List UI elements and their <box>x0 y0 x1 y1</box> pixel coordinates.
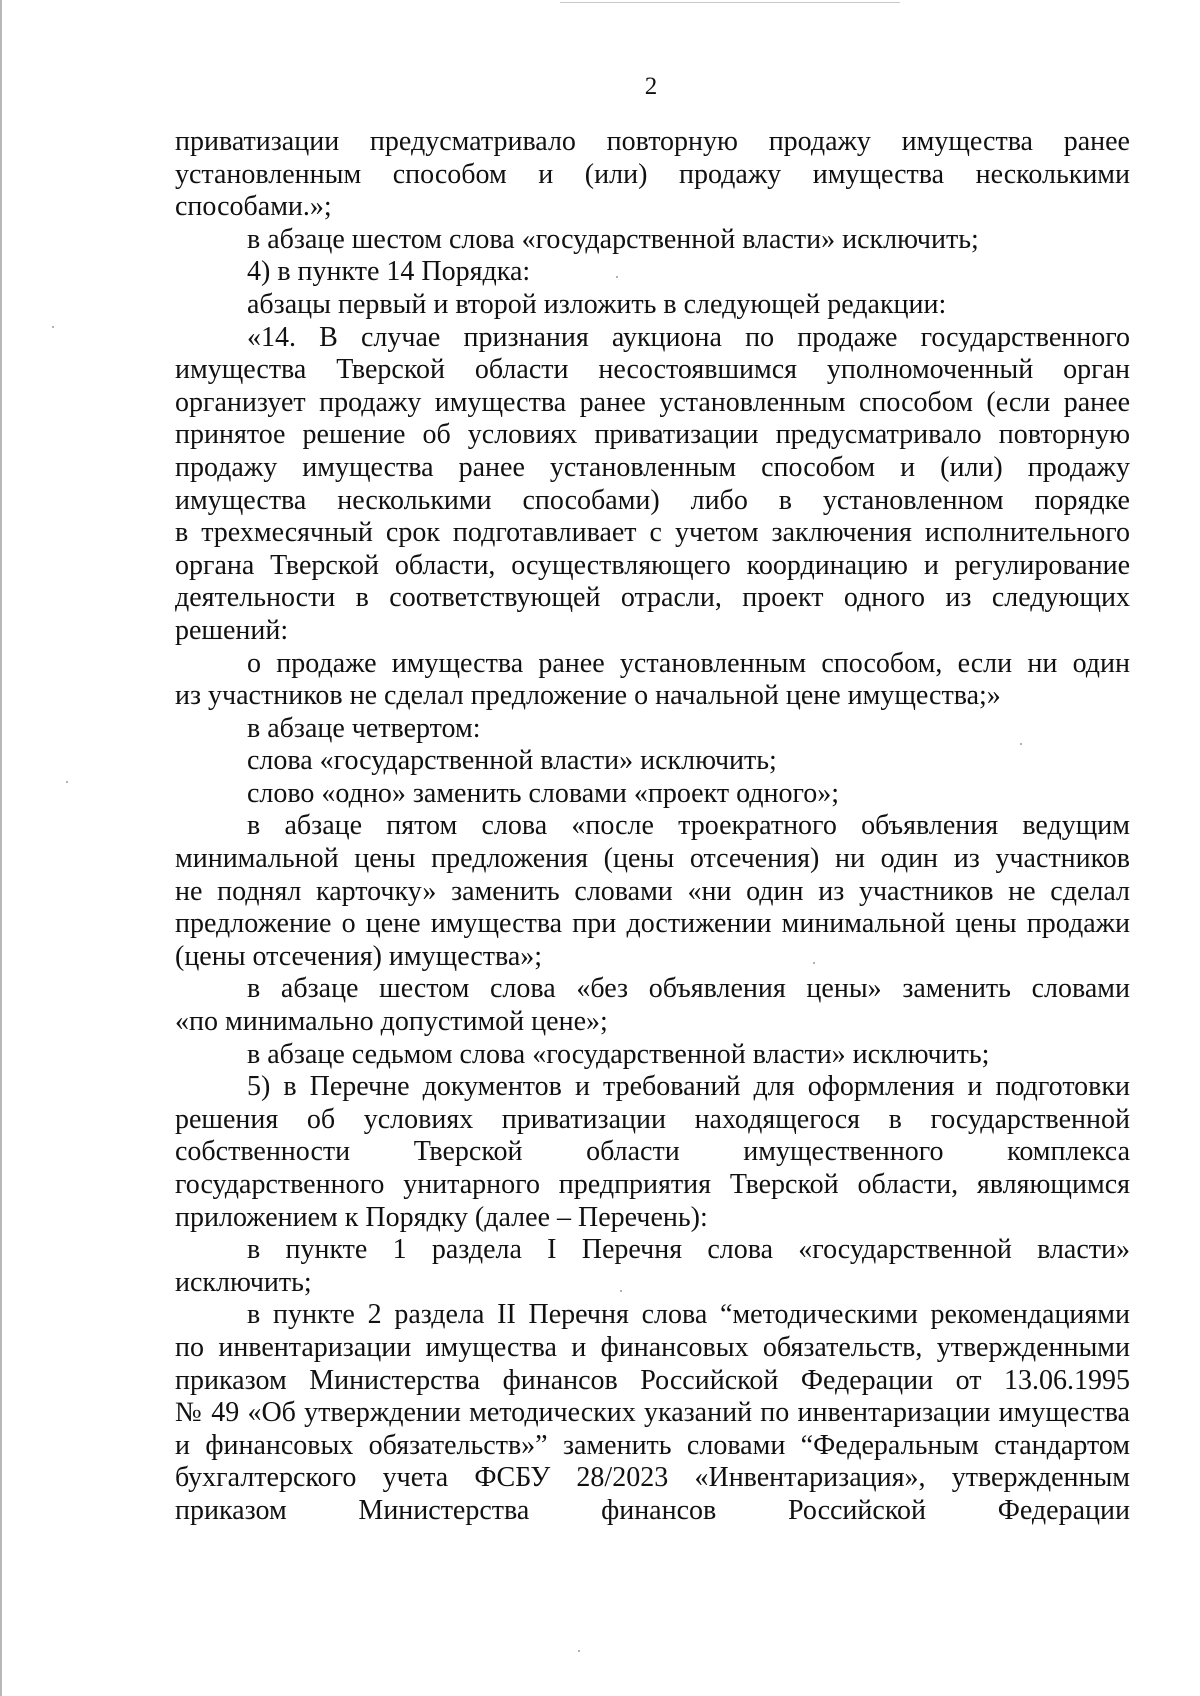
paragraph-line: в абзаце пятом слова «после троекратного объявления ведущим <box>247 810 1130 842</box>
paragraph-line: продажу имущества ранее установленным способом и (или) продажу <box>175 451 1130 483</box>
scan-speck <box>578 1650 580 1652</box>
paragraph-line: приказом Министерства финансов Российской Федерации от 13.06.1995 <box>175 1364 1130 1396</box>
paragraph-line: (цены отсечения) имущества»; <box>175 940 543 972</box>
paragraph-line: имущества Тверской области несостоявшимся уполномоченный орган <box>175 354 1130 386</box>
paragraph-line: приватизации предусматривало повторную продажу имущества ранее <box>175 126 1130 157</box>
paragraph-line: слово «одно» заменить словами «проект одного»; <box>247 777 840 809</box>
paragraph-line: минимальной цены предложения (цены отсечения) ни один из участников <box>175 843 1130 875</box>
paragraph-line: органа Тверской области, осуществляющего координацию и регулирование <box>175 549 1130 581</box>
paragraph-line: организует продажу имущества ранее установленным способом (если ранее <box>175 386 1130 418</box>
paragraph-line: установленным способом и (или) продажу имущества несколькими <box>175 158 1130 190</box>
paragraph-line: решения об условиях приватизации находящегося в государственной <box>175 1103 1130 1135</box>
paragraph-line: приказом Министерства финансов Российской Федерации <box>175 1494 1130 1526</box>
paragraph-line: собственности Тверской области имущественного комплекса <box>175 1136 1130 1168</box>
paragraph-line: абзацы первый и второй изложить в следующей редакции: <box>247 288 947 320</box>
scan-speck <box>620 1290 622 1292</box>
paragraph-line: слова «государственной власти» исключить; <box>247 745 777 777</box>
paragraph-line: приложением к Порядку (далее – Перечень): <box>175 1201 708 1233</box>
paragraph-line: в абзаце седьмом слова «государственной власти» исключить; <box>247 1038 990 1070</box>
paragraph-line: 4) в пункте 14 Порядка: <box>247 256 531 288</box>
scan-top-mark <box>560 2 900 3</box>
paragraph-line: решений: <box>175 614 289 646</box>
paragraph-line: не поднял карточку» заменить словами «ни один из участников не сделал <box>175 875 1130 907</box>
paragraph-line: в абзаце четвертом: <box>247 712 481 744</box>
paragraph-line: 5) в Перечне документов и требований для оформления и подготовки <box>247 1071 1130 1103</box>
paragraph-line: в абзаце шестом слова «государственной власти» исключить; <box>247 223 979 255</box>
paragraph-line: по инвентаризации имущества и финансовых обязательств, утвержденными <box>175 1331 1130 1363</box>
scan-speck <box>66 781 68 783</box>
paragraph-line: исключить; <box>175 1266 312 1298</box>
paragraph-line: в абзаце шестом слова «без объявления цены» заменить словами <box>247 973 1130 1005</box>
scan-speck <box>1020 743 1022 745</box>
paragraph-line: деятельности в соответствующей отрасли, проект одного из следующих <box>175 582 1130 614</box>
paragraph-line: бухгалтерского учета ФСБУ 28/2023 «Инвентаризация», утвержденным <box>175 1462 1130 1494</box>
scan-speck <box>813 962 815 964</box>
paragraph-line: в пункте 2 раздела II Перечня слова “методическими рекомендациями <box>247 1299 1130 1331</box>
document-body <box>175 126 1130 1528</box>
paragraph-line: принятое решение об условиях приватизации предусматривало повторную <box>175 419 1130 451</box>
paragraph-line: способами.»; <box>175 191 332 223</box>
paragraph-line: о продаже имущества ранее установленным способом, если ни один <box>247 647 1130 679</box>
paragraph-line: имущества несколькими способами) либо в установленном порядке <box>175 484 1130 516</box>
paragraph-line: государственного унитарного предприятия Тверской области, являющимся <box>175 1169 1130 1200</box>
paragraph-line: и финансовых обязательств»” заменить словами “Федеральным стандартом <box>175 1429 1130 1461</box>
paragraph-line: предложение о цене имущества при достижении минимальной цены продажи <box>175 908 1130 940</box>
paragraph-line: из участников не сделал предложение о начальной цене имущества;» <box>175 680 1001 712</box>
paragraph-line: в трехмесячный срок подготавливает с учетом заключения исполнительного <box>175 517 1130 549</box>
scan-left-edge <box>0 0 2 1696</box>
scan-speck <box>52 326 54 328</box>
scan-speck <box>616 276 618 278</box>
paragraph-line: в пункте 1 раздела I Перечня слова «государственной власти» <box>247 1234 1130 1266</box>
paragraph-line: «по минимально допустимой цене»; <box>175 1006 608 1038</box>
page-number: 2 <box>644 73 658 100</box>
paragraph-line: «14. В случае признания аукциона по продаже государственного <box>247 321 1130 353</box>
paragraph-line: № 49 «Об утверждении методических указаний по инвентаризации имущества <box>175 1397 1130 1429</box>
